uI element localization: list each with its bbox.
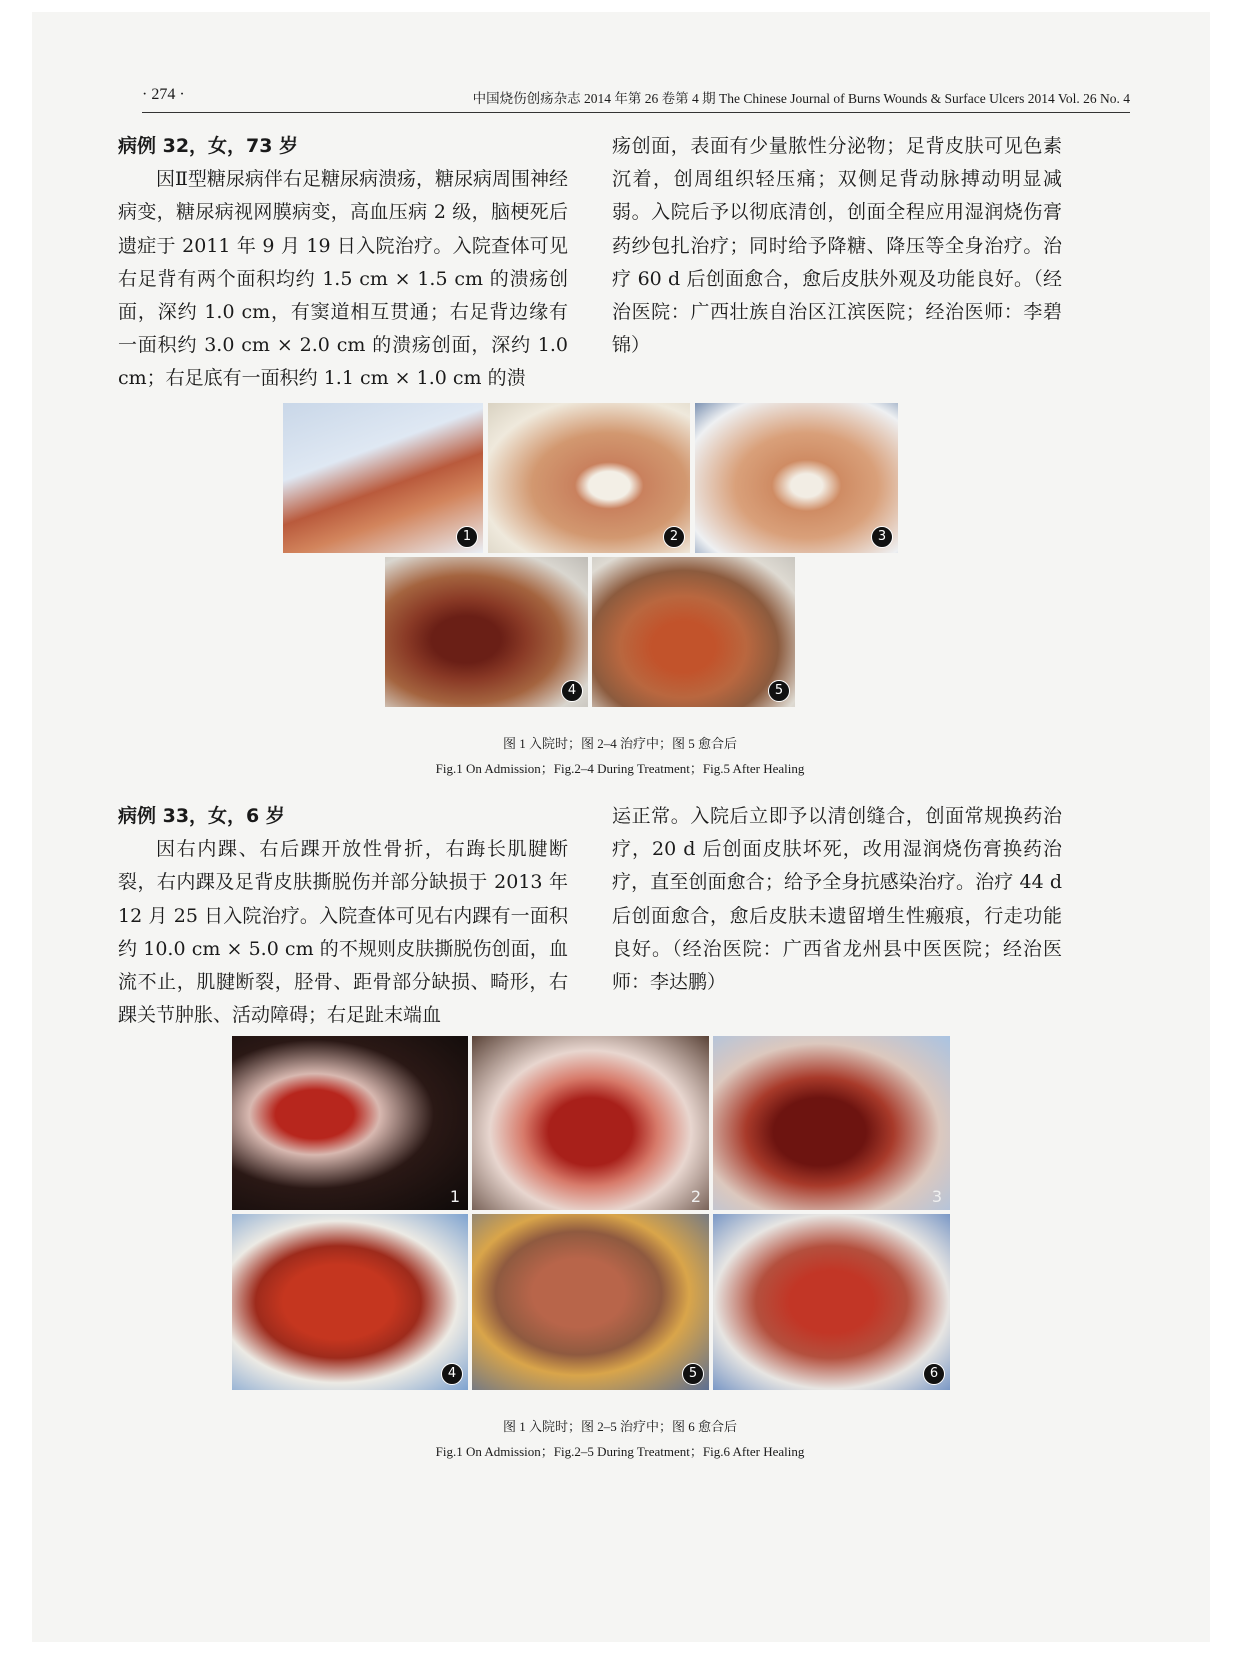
case32-caption-cn: 图 1 入院时；图 2–4 治疗中；图 5 愈合后 [502, 736, 737, 751]
case33-photo-4 [232, 1214, 468, 1390]
journal-title: 中国烧伤创疡杂志 2014 年第 26 卷第 4 期 The Chinese Journal of Burns Wounds & Surface Ulcers 2014 Vol. 26 No. 4 [472, 91, 1130, 106]
case33-photo-6 [713, 1214, 950, 1390]
figure-label: 2 [663, 526, 685, 548]
case33-caption-cn: 图 1 入院时；图 2–5 治疗中；图 6 愈合后 [502, 1419, 737, 1434]
running-header [142, 86, 1130, 113]
case33-photo-3 [713, 1036, 950, 1210]
figure-label: 3 [871, 526, 893, 548]
figure-label: 6 [923, 1363, 945, 1385]
case33-right-column [612, 800, 1062, 999]
case32-photo-3 [695, 403, 898, 553]
case32-title: 病例 32，女，73 岁 [118, 135, 299, 157]
figure-label: 1 [456, 526, 478, 548]
case33-left-column [118, 800, 568, 1032]
figure-label: 1 [449, 1187, 460, 1206]
case33-title: 病例 33，女，6 岁 [118, 805, 285, 827]
figure-label: 5 [768, 680, 790, 702]
case32-photo-1 [283, 403, 483, 553]
case33-photo-2 [472, 1036, 709, 1210]
case32-photo-5 [592, 557, 795, 707]
page-number: · 274 · [142, 86, 185, 103]
case32-photo-4 [385, 557, 588, 707]
case32-left-column [118, 130, 568, 396]
case32-photo-2 [488, 403, 690, 553]
case33-body-left: 因右内踝、右后踝开放性骨折，右踇长肌腱断裂，右内踝及足背皮肤撕脱伤并部分缺损于 2013 年 12 月 25 日入院治疗。入院查体可见右内踝有一面积约 10.0 cm × 5.0 cm 的不规则皮肤撕脱伤创面，血流不止，肌腱断裂，胫骨、距骨部分缺损、畸形，右踝关节肿胀、活动障碍；右足趾末端血 [118, 838, 568, 1027]
figure-label: 2 [690, 1187, 701, 1206]
figure-label: 3 [931, 1187, 942, 1206]
figure-label: 4 [441, 1363, 463, 1385]
case32-right-column [612, 130, 1062, 362]
figure-label: 5 [682, 1363, 704, 1385]
case33-caption-en: Fig.1 On Admission；Fig.2–5 During Treatment；Fig.6 After Healing [435, 1444, 805, 1459]
case32-body-left: 因Ⅱ型糖尿病伴右足糖尿病溃疡，糖尿病周围神经病变，糖尿病视网膜病变，高血压病 2 级，脑梗死后遗症于 2011 年 9 月 19 日入院治疗。入院查体可见右足背有两个面积均约 1.5 cm × 1.5 cm 的溃疡创面，深约 1.0 cm，有窦道相互贯通；右足背边缘有一面积约 3.0 cm × 2.0 cm 的溃疡创面，深约 1.0 cm；右足底有一面积约 1.1 cm × 1.0 cm 的溃 [118, 168, 568, 390]
case33-body-right: 运正常。入院后立即予以清创缝合，创面常规换药治疗，20 d 后创面皮肤坏死，改用湿润烧伤膏换药治疗，直至创面愈合；给予全身抗感染治疗。治疗 44 d 后创面愈合，愈后皮肤未遗留增生性瘢痕，行走功能良好。（经治医院：广西省龙州县中医医院；经治医师：李达鹏） [612, 805, 1062, 994]
case32-body-right: 疡创面，表面有少量脓性分泌物；足背皮肤可见色素沉着，创周组织轻压痛；双侧足背动脉搏动明显减弱。入院后予以彻底清创，创面全程应用湿润烧伤膏药纱包扎治疗；同时给予降糖、降压等全身治疗。治疗 60 d 后创面愈合，愈后皮肤外观及功能良好。（经治医院：广西壮族自治区江滨医院；经治医师：李碧锦） [612, 135, 1062, 357]
case33-photo-1 [232, 1036, 468, 1210]
case32-caption-en: Fig.1 On Admission；Fig.2–4 During Treatment；Fig.5 After Healing [435, 761, 805, 776]
figure-label: 4 [561, 680, 583, 702]
case33-photo-5 [472, 1214, 709, 1390]
